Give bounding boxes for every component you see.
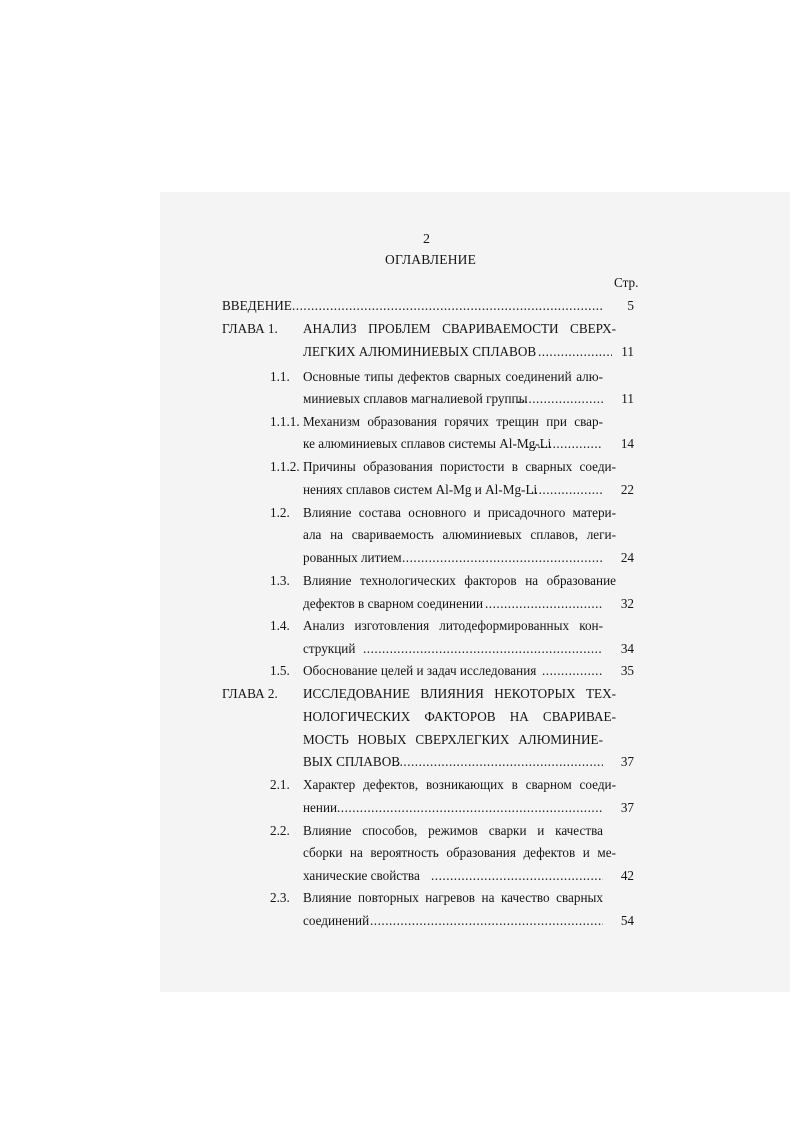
entry-page: 42 [620, 868, 634, 883]
entry-line: миниевых сплавов магналиевой группы [303, 391, 528, 406]
entry-line: АНАЛИЗ ПРОБЛЕМ СВАРИВАЕМОСТИ СВЕРХ- [303, 321, 616, 336]
entry-line: ЛЕГКИХ АЛЮМИНИЕВЫХ СПЛАВОВ [303, 344, 537, 359]
entry-page: 35 [620, 663, 634, 678]
section-number: 1.2. [270, 505, 290, 520]
entry-page: 5 [627, 298, 634, 313]
entry-line: Влияние повторных нагревов на качество сварных [303, 890, 603, 905]
entry-page: 14 [620, 436, 634, 451]
section-number: 1.4. [270, 618, 290, 633]
entry-line: сборки на вероятность образования дефектов и ме- [303, 845, 616, 860]
entry-text: ВВЕДЕНИЕ [222, 298, 292, 313]
entry-line: НОЛОГИЧЕСКИХ ФАКТОРОВ НА СВАРИВАЕ- [303, 709, 616, 724]
entry-line: нении [303, 800, 338, 815]
entry-line: Характер дефектов, возникающих в сварном соеди- [303, 777, 616, 792]
entry-page: 37 [620, 754, 634, 769]
entry-line: ке алюминиевых сплавов системы Al-Mg-Li [303, 436, 552, 451]
toc-title: ОГЛАВЛЕНИЕ [385, 252, 477, 267]
entry-line: Причины образования пористости в сварных соеди- [303, 459, 616, 474]
entry-line: ВЫХ СПЛАВОВ [303, 754, 401, 769]
entry-page: 11 [621, 344, 634, 359]
entry-line: Обоснование целей и задач исследования [303, 663, 537, 678]
dot-leader [337, 800, 603, 816]
entry-line: струкций [303, 641, 356, 656]
entry-line: ИССЛЕДОВАНИЕ ВЛИЯНИЯ НЕКОТОРЫХ ТЕХ- [303, 686, 616, 701]
entry-line: Механизм образования горячих трещин при свар- [303, 414, 603, 429]
dot-leader [431, 868, 603, 884]
entry-line: Влияние состава основного и присадочного матери- [303, 505, 616, 520]
dot-leader [517, 391, 603, 407]
entry-line: Основные типы дефектов сварных соединений алю- [303, 369, 603, 384]
entry-line: дефектов в сварном соединении [303, 596, 484, 611]
dot-leader [292, 298, 604, 314]
chapter-label: ГЛАВА 1. [222, 321, 278, 336]
dot-leader [363, 641, 603, 657]
dot-leader [485, 596, 603, 612]
entry-page: 37 [620, 800, 634, 815]
dot-leader [526, 436, 602, 452]
section-number: 1.3. [270, 573, 290, 588]
page-column-label: Стр. [614, 275, 639, 290]
entry-line: МОСТЬ НОВЫХ СВЕРХЛЕГКИХ АЛЮМИНИЕ- [303, 732, 603, 747]
entry-line: нениях сплавов систем Al-Mg и Al-Mg-Li [303, 482, 538, 497]
entry-page: 11 [621, 391, 634, 406]
dot-leader [392, 754, 603, 770]
section-number: 2.1. [270, 777, 290, 792]
section-number: 1.1.1. [270, 414, 300, 429]
entry-page: 34 [620, 641, 634, 656]
dot-leader [402, 550, 603, 566]
entry-page: 32 [620, 596, 634, 611]
page-number: 2 [423, 232, 430, 247]
entry-line: соединений [303, 913, 370, 928]
dot-leader [538, 344, 612, 360]
dot-leader [542, 663, 602, 679]
section-number: 1.1. [270, 369, 290, 384]
entry-page: 54 [620, 913, 634, 928]
entry-line: Влияние технологических факторов на образование [303, 573, 616, 588]
dot-leader [531, 482, 603, 498]
section-number: 1.5. [270, 663, 290, 678]
entry-line: Влияние способов, режимов сварки и качества [303, 823, 603, 838]
entry-line: рованных литием [303, 550, 402, 565]
dot-leader [370, 913, 603, 929]
section-number: 1.1.2. [270, 459, 300, 474]
entry-page: 24 [620, 550, 634, 565]
entry-line: ала на свариваемость алюминиевых сплавов, леги- [303, 527, 616, 542]
entry-line: Анализ изготовления литодеформированных кон- [303, 618, 603, 633]
entry-line: ханические свойства [303, 868, 420, 883]
section-number: 2.2. [270, 823, 290, 838]
section-number: 2.3. [270, 890, 290, 905]
chapter-label: ГЛАВА 2. [222, 686, 278, 701]
entry-page: 22 [620, 482, 634, 497]
